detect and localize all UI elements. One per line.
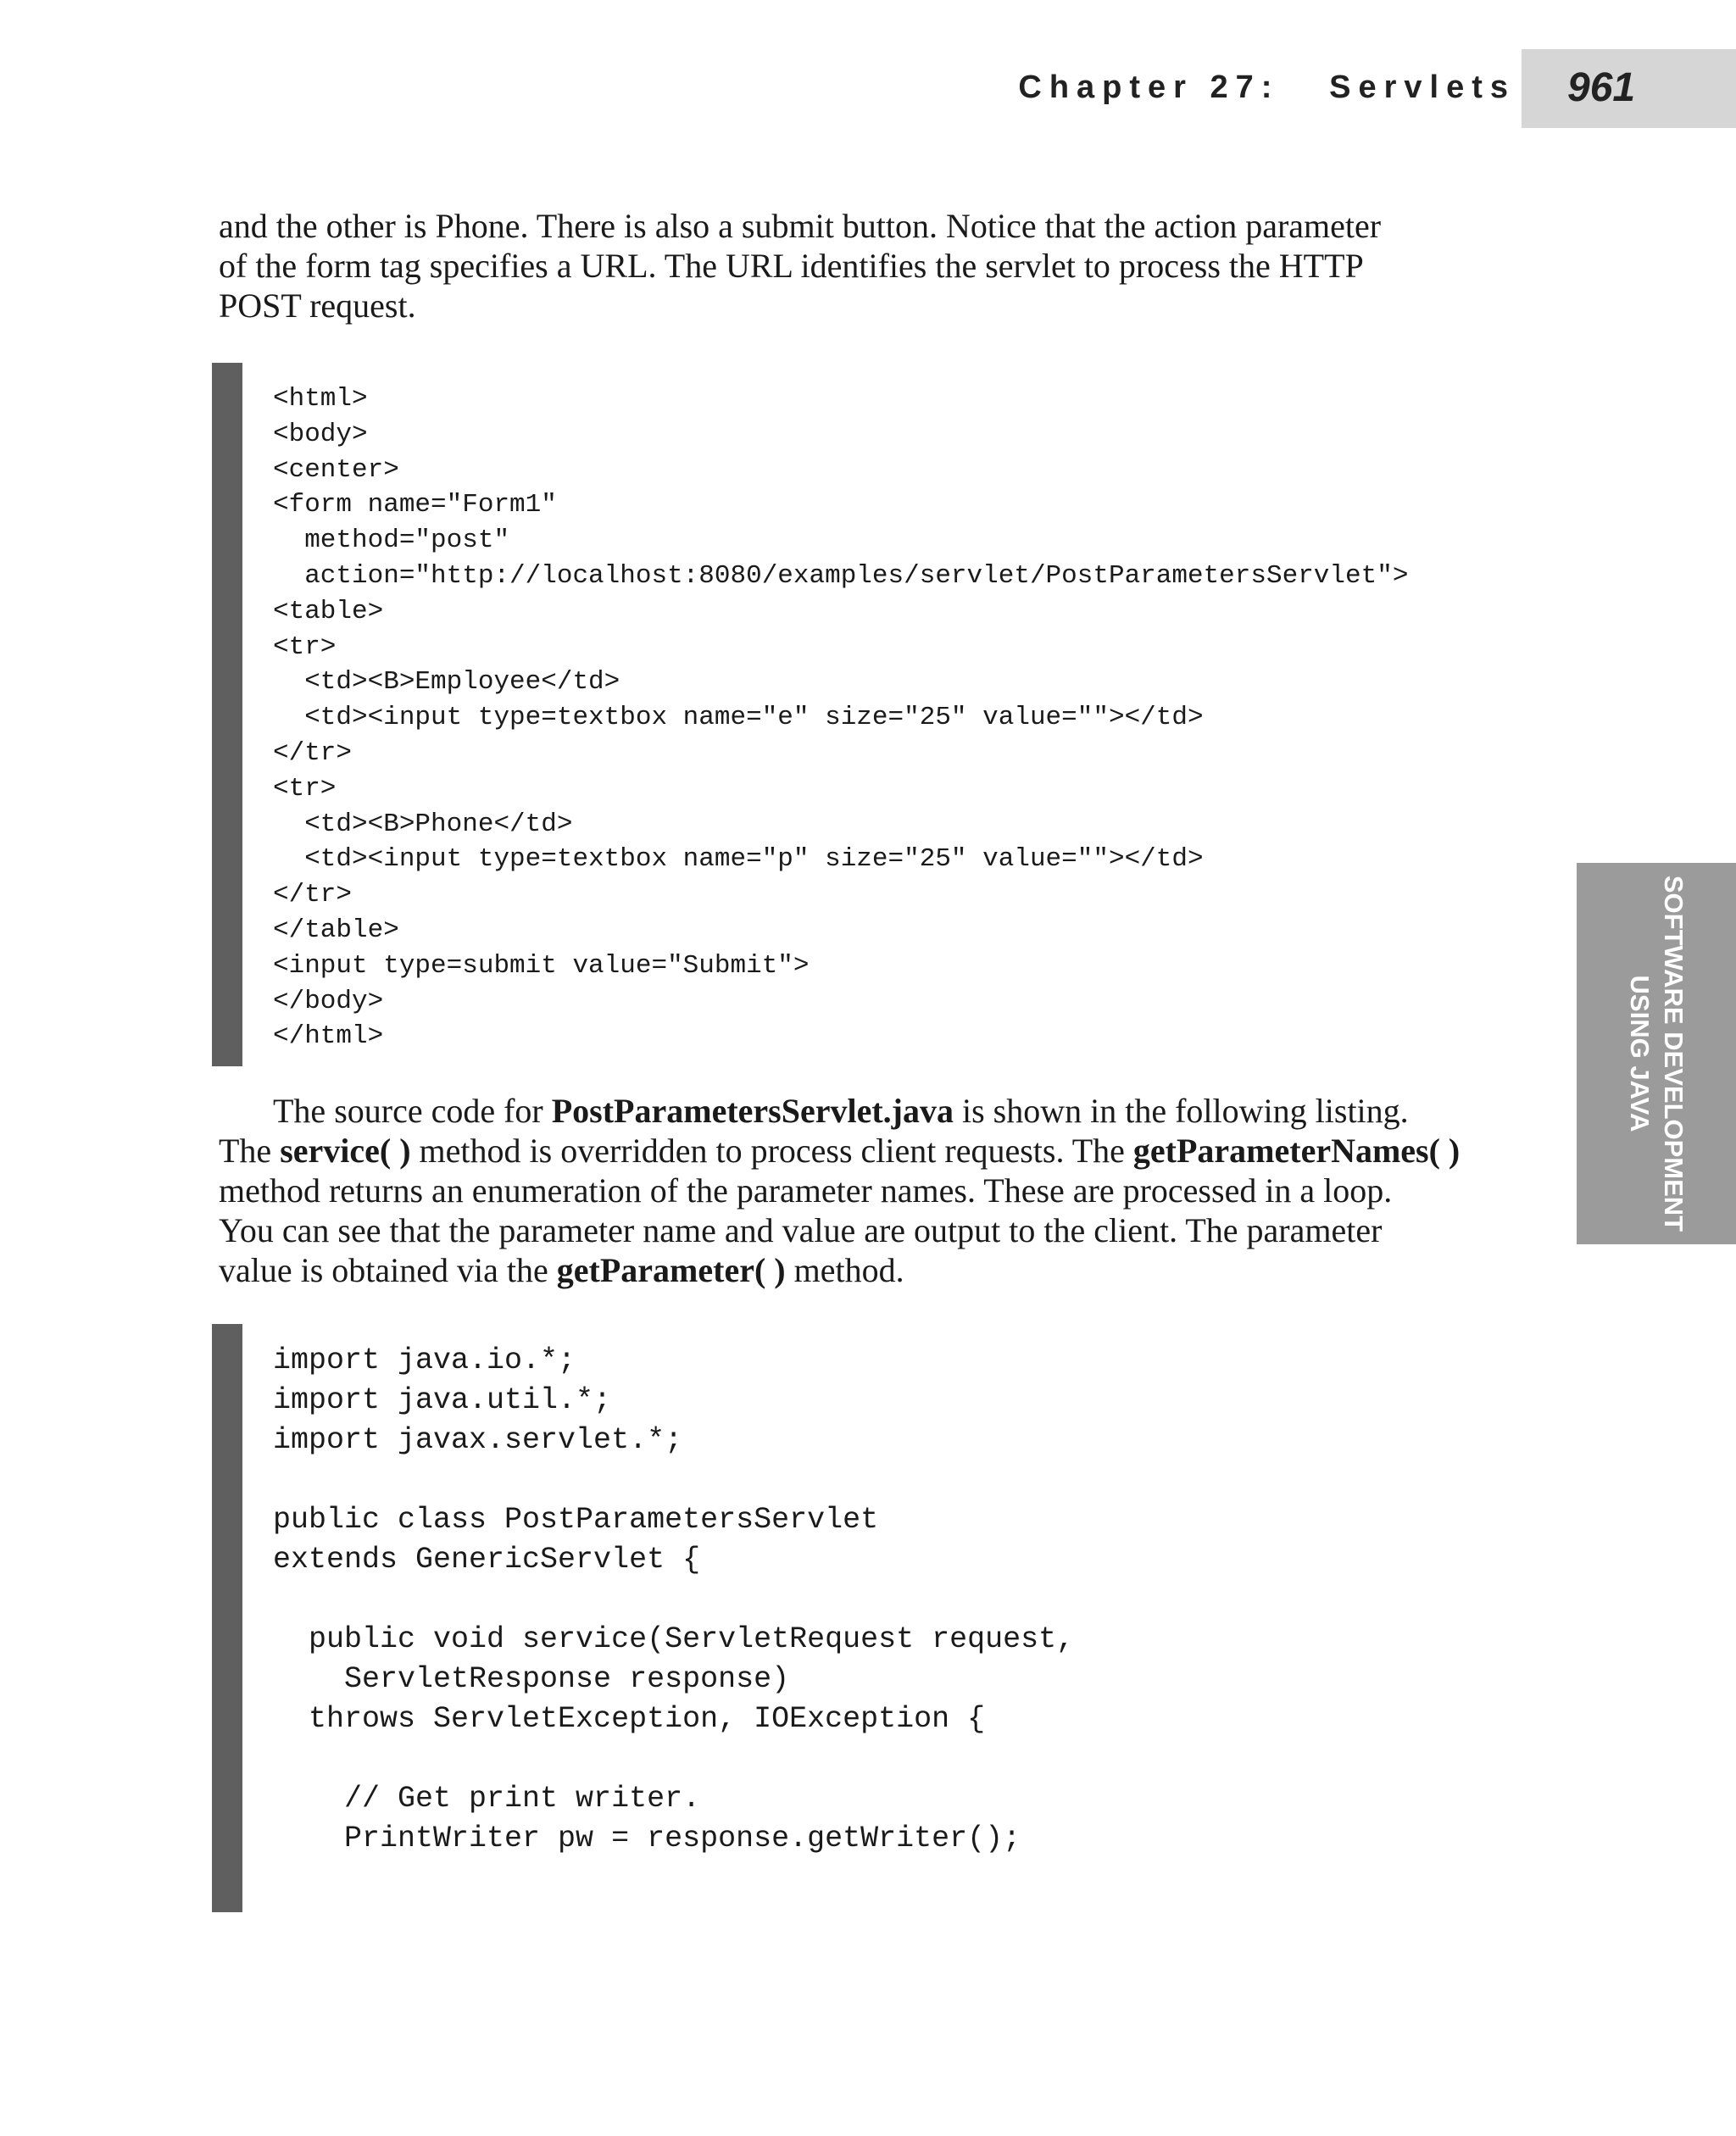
java-code-text: [273, 1341, 1074, 1859]
intro-line: of the form tag specifies a URL. The URL identifies the servlet to process the HTTP: [219, 247, 1364, 285]
code-line: import java.io.*;: [273, 1343, 576, 1377]
source-line: The source code for PostParametersServlet.java is shown in the following listing.: [273, 1092, 1409, 1130]
section-side-tab: [1577, 863, 1736, 1244]
code-line: <td><B>Phone</td>: [273, 809, 573, 839]
intro-paragraph: [219, 206, 1507, 325]
code-line: <body>: [273, 419, 368, 449]
code-line: </html>: [273, 1021, 384, 1052]
chapter-title: Chapter 27: Servlets: [1018, 70, 1516, 105]
code-line: </body>: [273, 986, 384, 1016]
source-paragraph: [219, 1091, 1507, 1290]
code-line: <html>: [273, 384, 368, 414]
code-line: method="post": [273, 526, 510, 556]
code-line: action="http://localhost:8080/examples/servlet/PostParametersServlet">: [273, 560, 1409, 591]
page-number-box: [1522, 49, 1736, 128]
code-margin-bar: [212, 1324, 242, 1912]
source-line: value is obtained via the getParameter( ) method.: [219, 1251, 904, 1289]
code-line: <td><input type=textbox name="p" size="25" value=""></td>: [273, 844, 1204, 875]
code-line: <form name="Form1": [273, 490, 557, 520]
code-line: throws ServletException, IOException {: [273, 1702, 986, 1736]
code-line: import java.util.*;: [273, 1383, 612, 1417]
source-line: You can see that the parameter name and value are output to the client. The parameter: [219, 1211, 1383, 1249]
intro-line: and the other is Phone. There is also a submit button. Notice that the action parameter: [219, 207, 1382, 245]
html-code-listing: [212, 363, 1483, 1066]
intro-line: POST request.: [219, 286, 416, 325]
side-tab-label: [1622, 863, 1690, 1244]
code-line: <input type=submit value="Submit">: [273, 950, 810, 981]
code-line: <td><B>Employee</td>: [273, 667, 620, 698]
getparameternames-method-name: getParameterNames( ): [1132, 1132, 1461, 1170]
code-line: public class PostParametersServlet: [273, 1503, 879, 1537]
code-line: PrintWriter pw = response.getWriter();: [273, 1822, 1021, 1855]
code-line: // Get print writer.: [273, 1782, 701, 1816]
code-line: <td><input type=textbox name="e" size="25" value=""></td>: [273, 703, 1204, 733]
code-line: <tr>: [273, 773, 337, 804]
getparameter-method-name: getParameter( ): [556, 1251, 786, 1289]
code-line: ServletResponse response): [273, 1662, 790, 1696]
source-line: method returns an enumeration of the parameter names. These are processed in a loop.: [219, 1171, 1393, 1210]
code-line: import javax.servlet.*;: [273, 1423, 683, 1457]
servlet-filename: PostParametersServlet.java: [551, 1092, 954, 1130]
code-line: extends GenericServlet {: [273, 1543, 701, 1577]
code-margin-bar: [212, 363, 242, 1066]
java-code-listing: [212, 1324, 1483, 1912]
code-line: <tr>: [273, 631, 337, 662]
code-line: </tr>: [273, 880, 353, 910]
page-number: 961: [1567, 65, 1636, 110]
code-line: <center>: [273, 454, 399, 485]
code-line: public void service(ServletRequest request,: [273, 1622, 1075, 1656]
code-line: <table>: [273, 596, 384, 626]
side-tab-line-1: SOFTWARE DEVELOPMENT: [1659, 875, 1689, 1232]
code-line: </table>: [273, 915, 399, 945]
side-tab-line-2: USING JAVA: [1625, 975, 1655, 1132]
code-line: </tr>: [273, 737, 353, 768]
service-method-name: service( ): [280, 1132, 411, 1170]
source-line: The service( ) method is overridden to process client requests. The getParameterNames( ): [219, 1132, 1461, 1170]
html-code-text: [273, 381, 1408, 1054]
